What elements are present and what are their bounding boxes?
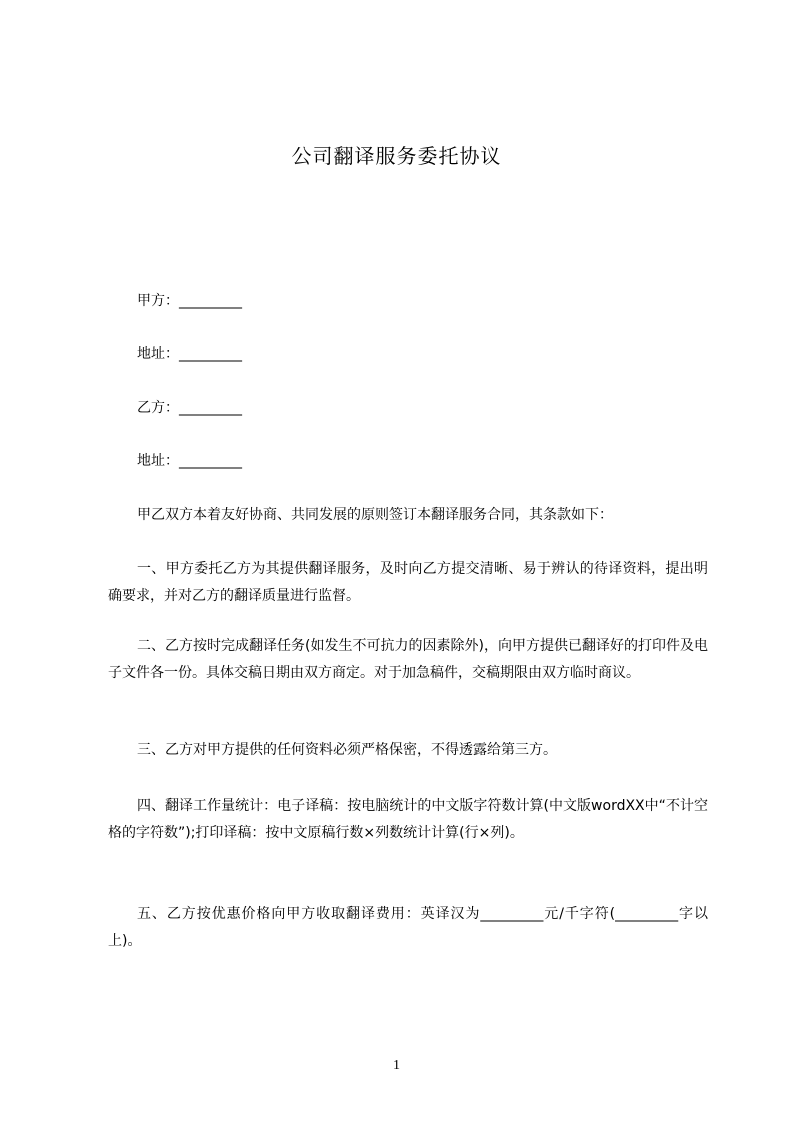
party-a-field: 甲方：_________ (137, 293, 242, 309)
party-b-address-field: 地址：_________ (137, 453, 242, 469)
page-number: 1 (393, 1058, 400, 1073)
clause-1-paragraph: 一、甲方委托乙方为其提供翻译服务，及时向乙方提交清晰、易于辨认的待译资料，提出明确要求，并对乙方的翻译质量进行监督。 (108, 561, 708, 604)
clause-3-paragraph: 三、乙方对甲方提供的任何资料必须严格保密，不得透露给第三方。 (137, 742, 557, 758)
clause-2-paragraph: 二、乙方按时完成翻译任务(如发生不可抗力的因素除外)，向甲方提供已翻译好的打印件及电子文件各一份。具体交稿日期由双方商定。对于加急稿件，交稿期限由双方临时商议。 (108, 638, 708, 681)
document-title: 公司翻译服务委托协议 (291, 144, 502, 168)
party-b-field: 乙方：_________ (137, 400, 242, 416)
agreement-intro-paragraph: 甲乙双方本着友好协商、共同发展的原则签订本翻译服务合同，其条款如下： (137, 507, 613, 523)
party-a-address-field: 地址：_________ (137, 346, 242, 362)
clause-4-paragraph: 四、翻译工作量统计：电子译稿：按电脑统计的中文版字符数计算(中文版wordXX中“不计空格的字符数”);打印译稿：按中文原稿行数×列数统计计算(行×列)。 (108, 798, 708, 841)
clause-5-paragraph: 五、乙方按优惠价格向甲方收取翻译费用：英译汉为_________元/千字符(_________字以上)。 (108, 906, 708, 949)
